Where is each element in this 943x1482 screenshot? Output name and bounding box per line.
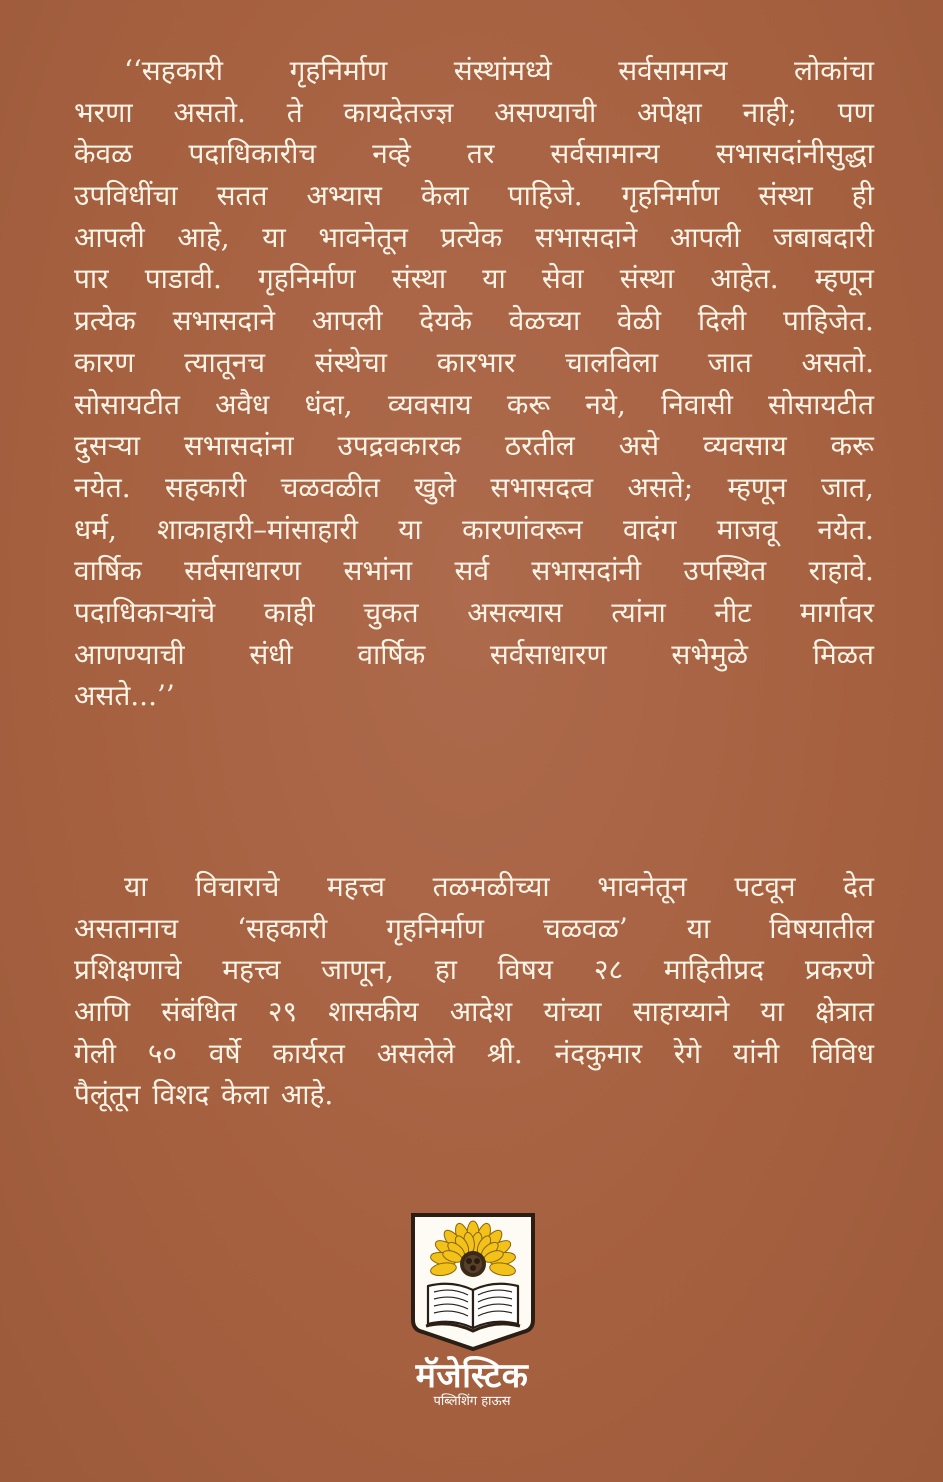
- blurb-summary-paragraph: [74, 866, 874, 1116]
- blurb-line: प्रत्येक सभासदाने आपली देयके वेळच्या वेळी दिली पाहिजेत.: [74, 304, 874, 338]
- sunflower-over-open-book-icon: [410, 1212, 536, 1352]
- blurb-line: आपली आहे, या भावनेतून प्रत्येक सभासदाने आपली जबाबदारी: [74, 220, 874, 254]
- blurb-line: प्रशिक्षणाचे महत्त्व जाणून, हा विषय २८ माहितीप्रद प्रकरणे: [74, 953, 874, 987]
- blurb-line: उपविधींचा सतत अभ्यास केला पाहिजे. गृहनिर्माण संस्था ही: [74, 179, 874, 213]
- publisher-subtitle: पब्लिशिंग हाऊस: [433, 1394, 511, 1409]
- blurb-quote-paragraph: [74, 50, 874, 717]
- blurb-line: आणि संबंधित २९ शासकीय आदेश यांच्या साहाय्याने या क्षेत्रात: [74, 995, 874, 1029]
- publisher-name: मॅजेस्टिक: [415, 1356, 529, 1396]
- blurb-line: या विचाराचे महत्त्व तळमळीच्या भावनेतून पटवून देत: [124, 870, 874, 903]
- blurb-line: गेली ५० वर्षे कार्यरत असलेले श्री. नंदकुमार रेगे यांनी विविध: [74, 1036, 874, 1070]
- blurb-line: दुसऱ्या सभासदांना उपद्रवकारक ठरतील असे व्यवसाय करू: [74, 429, 874, 463]
- blurb-line: कारण त्यातूनच संस्थेचा कारभार चालविला जात असतो.: [74, 345, 874, 379]
- blurb-line: आणण्याची संधी वार्षिक सर्वसाधारण सभेमुळे मिळत: [74, 637, 874, 671]
- blurb-line: नयेत. सहकारी चळवळीत खुले सभासदत्व असते; म्हणून जात,: [74, 470, 874, 504]
- blurb-line: धर्म, शाकाहारी–मांसाहारी या कारणांवरून वादंग माजवू नयेत.: [74, 512, 874, 546]
- blurb-line: सोसायटीत अवैध धंदा, व्यवसाय करू नये, निवासी सोसायटीत: [74, 387, 874, 421]
- blurb-line: वार्षिक सर्वसाधारण सभांना सर्व सभासदांनी उपस्थित राहावे.: [74, 554, 874, 588]
- blurb-line: पैलूंतून विशद केला आहे.: [74, 1078, 334, 1112]
- blurb-line: भरणा असतो. ते कायदेतज्ज्ञ असण्याची अपेक्षा नाही; पण: [74, 95, 874, 129]
- blurb-line: पार पाडावी. गृहनिर्माण संस्था या सेवा संस्था आहेत. म्हणून: [74, 262, 874, 296]
- blurb-line: ‘‘सहकारी गृहनिर्माण संस्थांमध्ये सर्वसामान्य लोकांचा: [124, 54, 874, 87]
- blurb-line: पदाधिकाऱ्यांचे काही चुकत असल्यास त्यांना नीट मार्गावर: [74, 595, 874, 629]
- blurb-line: केवळ पदाधिकारीच नव्हे तर सर्वसामान्य सभासदांनीसुद्धा: [74, 137, 874, 171]
- blurb-line: असते...’’: [74, 679, 175, 713]
- blurb-line: असतानाच ‘सहकारी गृहनिर्माण चळवळ’ या विषयातील: [74, 911, 874, 945]
